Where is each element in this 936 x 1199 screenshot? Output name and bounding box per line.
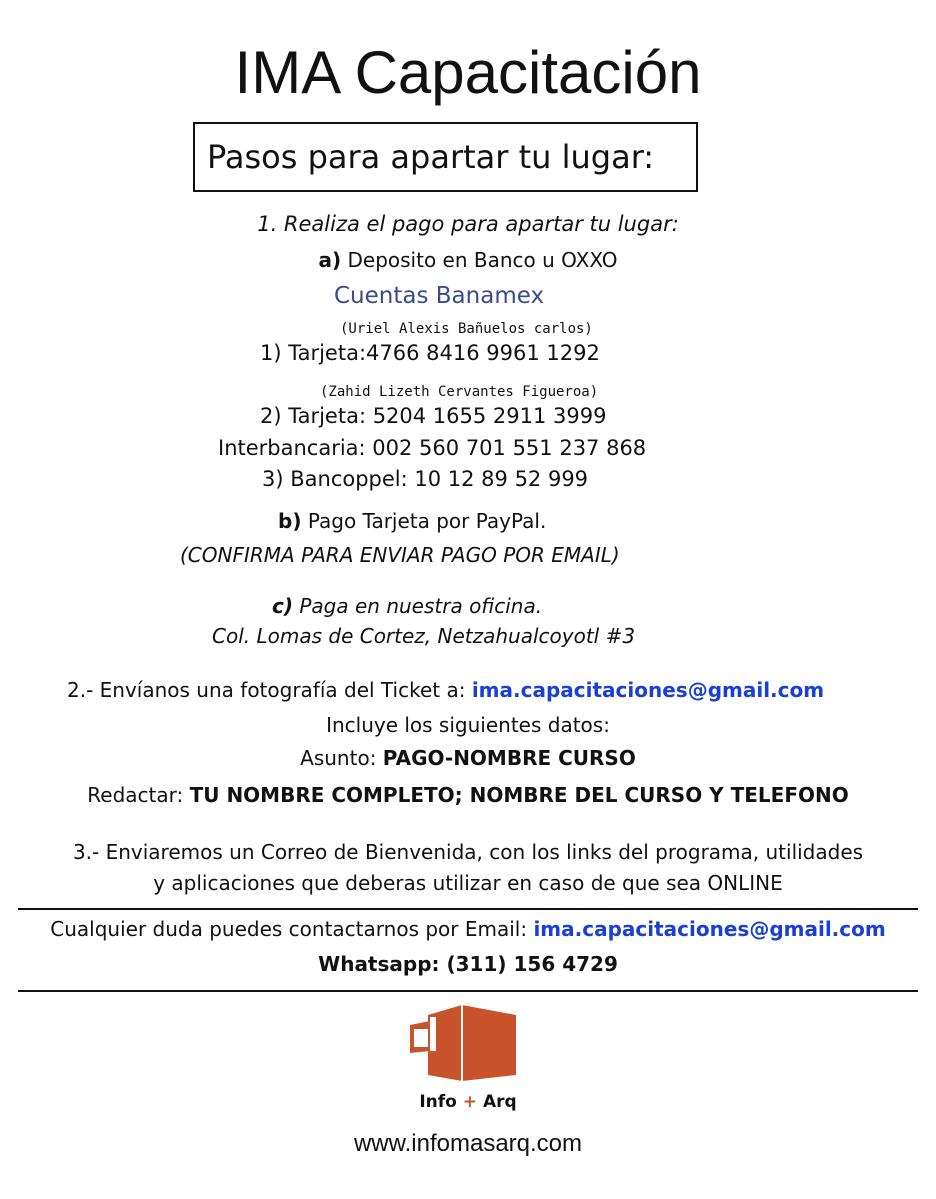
accounts-title: Cuentas Banamex bbox=[334, 283, 545, 309]
website-link[interactable]: www.infomasarq.com bbox=[353, 1130, 583, 1157]
option-a-text: Deposito en Banco u OXXO bbox=[341, 248, 618, 272]
option-b-letter: b) bbox=[278, 509, 302, 533]
step3-line-2: y aplicaciones que deberas utilizar en caso de que sea ONLINE bbox=[153, 871, 783, 895]
option-b bbox=[278, 509, 546, 533]
option-c bbox=[272, 594, 542, 618]
card-1 bbox=[260, 341, 600, 365]
include-data: Incluye los siguientes datos: bbox=[326, 713, 610, 737]
info-arq-logo-icon bbox=[408, 1003, 520, 1083]
step3-line-1: 3.- Enviaremos un Correo de Bienvenida, con los links del programa, utilidades bbox=[72, 840, 864, 864]
card-1-number: 4766 8416 9961 1292 bbox=[366, 341, 600, 365]
logo-wordmark bbox=[0, 1092, 936, 1112]
card-1-label: 1) Tarjeta: bbox=[260, 341, 367, 365]
card-2: 2) Tarjeta: 5204 1655 2911 3999 bbox=[260, 404, 607, 428]
write-label: Redactar: bbox=[87, 783, 190, 807]
option-b-text: Pago Tarjeta por PayPal. bbox=[301, 509, 547, 533]
contact-line bbox=[0, 917, 936, 941]
subject-line bbox=[0, 746, 936, 770]
contact-text: Cualquier duda puedes contactarnos por Email: bbox=[50, 917, 534, 941]
write-line bbox=[0, 783, 936, 807]
step2-line bbox=[67, 678, 824, 702]
account-holder-1: (Uriel Alexis Bañuelos carlos) bbox=[340, 321, 593, 337]
interbank-account: Interbancaria: 002 560 701 551 237 868 bbox=[218, 436, 647, 460]
subject-label: Asunto: bbox=[300, 746, 383, 770]
option-c-letter: c) bbox=[272, 594, 293, 618]
step2-email-link[interactable]: ima.capacitaciones@gmail.com bbox=[471, 678, 825, 702]
subject-value: PAGO-NOMBRE CURSO bbox=[382, 746, 636, 770]
account-holder-2: (Zahid Lizeth Cervantes Figueroa) bbox=[320, 384, 599, 400]
option-a bbox=[0, 248, 936, 272]
divider-top bbox=[18, 908, 918, 910]
divider-bottom bbox=[18, 990, 918, 992]
logo-plus: + bbox=[462, 1092, 478, 1112]
bancoppel-account: 3) Bancoppel: 10 12 89 52 999 bbox=[262, 467, 589, 491]
logo-name-right: Arq bbox=[482, 1092, 517, 1112]
step1-heading: 1. Realiza el pago para apartar tu lugar: bbox=[257, 212, 679, 236]
contact-email-link[interactable]: ima.capacitaciones@gmail.com bbox=[533, 917, 886, 941]
option-a-letter: a) bbox=[318, 248, 342, 272]
steps-heading-box: Pasos para apartar tu lugar: bbox=[193, 122, 698, 192]
page-title: IMA Capacitación bbox=[234, 39, 702, 106]
paypal-note: (CONFIRMA PARA ENVIAR PAGO POR EMAIL) bbox=[180, 543, 620, 567]
office-address: Col. Lomas de Cortez, Netzahualcoyotl #3 bbox=[212, 624, 636, 648]
whatsapp: Whatsapp: (311) 156 4729 bbox=[318, 952, 618, 976]
step2-text: 2.- Envíanos una fotografía del Ticket a: bbox=[67, 678, 472, 702]
write-value: TU NOMBRE COMPLETO; NOMBRE DEL CURSO Y TELEFONO bbox=[189, 783, 849, 807]
option-c-text: Paga en nuestra oficina. bbox=[293, 594, 543, 618]
logo-name-left: Info bbox=[419, 1092, 457, 1112]
